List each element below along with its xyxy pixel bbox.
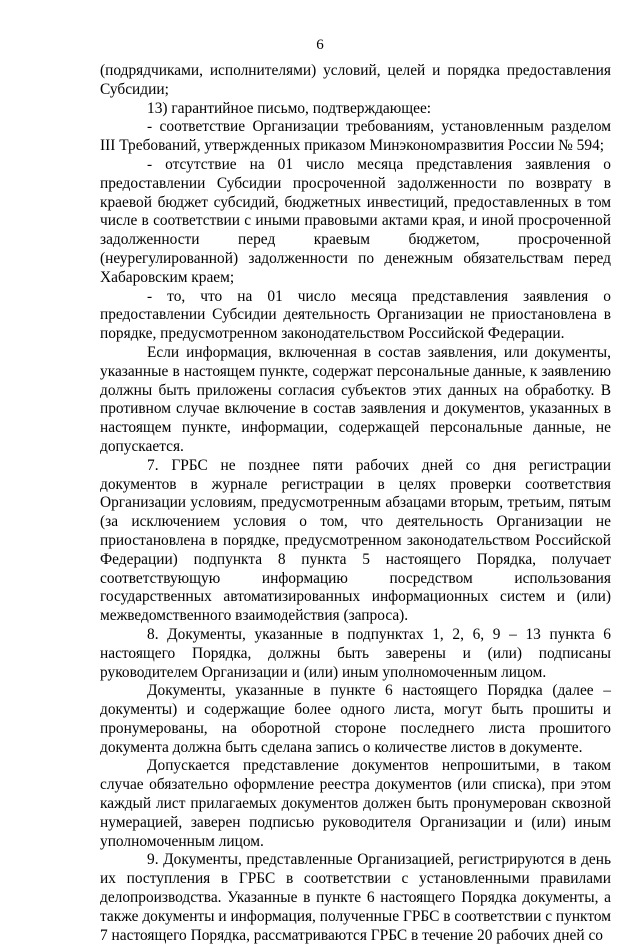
- paragraph-item-13-compliance: - соответствие Организации требованиям, установленным разделом III Требований, утвержденных приказом Минэкономразвития России № 594;: [100, 118, 611, 155]
- paragraph-item-13-not-suspended: - то, что на 01 число месяца представления заявления о предоставлении Субсидии деятельность Организации не приостановлена в порядке, предусмотренном законодательством Российской Федерации.: [100, 287, 611, 343]
- paragraph-item-13-no-debt: - отсутствие на 01 число месяца представления заявления о предоставлении Субсидии просроченной задолженности по возврату в краевой бюджет субсидий, бюджетных инвестиций, предоставленных в том числе в соответствии с иными правовыми актами края, и иной просроченной задолженности перед краевым бюджетом, просроченной (неурегулированной) задолженности по денежным обязательствам перед Хабаровским краем;: [100, 155, 611, 286]
- paragraph-clause-8: 8. Документы, указанные в подпунктах 1, 2, 6, 9 – 13 пункта 6 настоящего Порядка, должны быть заверены и (или) подписаны руководителем Организации и (или) иным уполномоченным лицом.: [100, 625, 611, 681]
- paragraph-personal-data: Если информация, включенная в состав заявления, или документы, указанные в настоящем пункте, содержат персональные данные, к заявлению должны быть приложены согласия субъектов этих данных на обработку. В противном случае включение в состав заявления и документов, указанных в настоящем пункте, информации, содержащей персональные данные, не допускается.: [100, 343, 611, 455]
- paragraph-unbound-documents: Допускается представление документов непрошитыми, в таком случае обязательно оформление реестра документов (или списка), при этом каждый лист прилагаемых документов должен быть пронумерован сквозной нумерацией, заверен подписью руководителя Организации и (или) иным уполномоченным лицом.: [100, 757, 611, 850]
- paragraph-clause-7: 7. ГРБС не позднее пяти рабочих дней со дня регистрации документов в журнале регистрации в целях проверки соответствия Организации условиям, предусмотренным абзацами вторым, третьим, пятым (за исключением условия о том, что деятельность Организации не приостановлена в порядке, предусмотренном законодательством Российской Федерации) подпункта 8 пункта 5 настоящего Порядка, получает соответствующую информацию посредством использования государственных автоматизированных информационных систем и (или) межведомственного взаимодействия (запроса).: [100, 456, 611, 625]
- page-number: 6: [316, 37, 324, 53]
- document-body: [100, 62, 611, 945]
- paragraph-documents-binding: Документы, указанные в пункте 6 настоящего Порядка (далее – документы) и содержащие более одного листа, могут быть прошиты и пронумерованы, на оборотной стороне последнего листа прошитого документа должна быть сделана запись о количестве листов в документе.: [100, 682, 611, 756]
- paragraph-item-13: 13) гарантийное письмо, подтверждающее:: [147, 99, 432, 117]
- paragraph-clause-9: 9. Документы, представленные Организацией, регистрируются в день их поступления в ГРБС в соответствии с установленными правилами делопроизводства. Указанные в пункте 6 настоящего Порядка документы, а также документы и информация, полученные ГРБС в соответствии с пунктом 7 настоящего Порядка, рассматриваются ГРБС в течение 20 рабочих дней со: [100, 851, 611, 944]
- paragraph-continuation: (подрядчиками, исполнителями) условий, целей и порядка предоставления Субсидии;: [100, 62, 611, 98]
